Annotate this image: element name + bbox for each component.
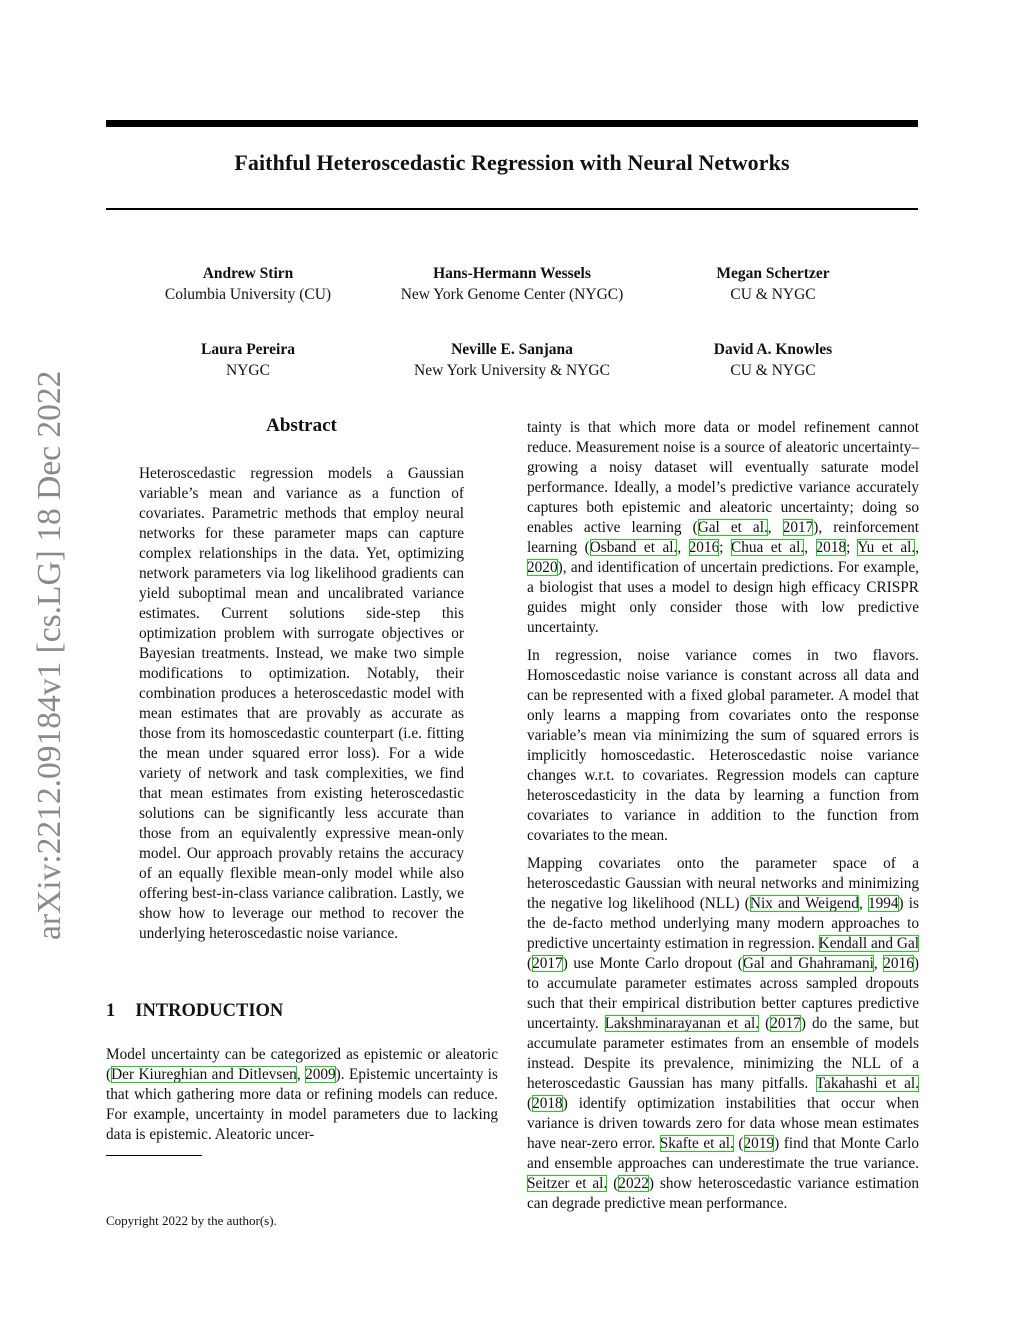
intro-left-column — [106, 1045, 498, 1145]
abstract-heading: Abstract — [266, 415, 337, 436]
citation-link[interactable]: Takahashi et al. — [815, 1075, 919, 1092]
citation-link[interactable]: 2009 — [305, 1066, 336, 1083]
abstract-paragraph: Heteroscedastic regression models a Gaussian variable’s mean and variance as a function of covariates. Parametric methods that employ neural networks for these parameter maps can capture complex relationships in the data. Yet, optimizing network parameters via log likelihood gradients can yield suboptimal mean and uncalibrated variance estimates. Current solutions side-step this optimization problem with surrogate objectives or Bayesian treatments. Instead, we make two simple modifications to optimization. Notably, their combination produces a heteroscedastic model with mean estimates that are provably as accurate as those from its homoscedastic counterpart (i.e. fitting the mean under squared error loss). For a wide variety of network and task complexities, we find that mean estimates from existing heteroscedastic solutions can be significantly less accurate than those from an equivalently expressive mean-only model. Our approach provably retains the accuracy of an equally flexible mean-only model while also offering best-in-class variance calibration. Lastly, we show how to leverage our method to recover the underlying heteroscedastic noise variance. — [139, 465, 464, 942]
citation-link[interactable]: Gal et al. — [697, 519, 768, 536]
author-block — [98, 263, 398, 305]
citation-link[interactable]: Chua et al. — [731, 539, 805, 556]
citation-link[interactable]: Yu et al. — [857, 539, 916, 556]
arxiv-stamp: arXiv:2212.09184v1 [cs.LG] 18 Dec 2022 — [31, 370, 68, 940]
citation-link[interactable]: Kendall and Gal — [818, 935, 919, 952]
author-affiliation: New York University & NYGC — [414, 362, 610, 379]
citation-link[interactable]: Skafte et al. — [659, 1135, 734, 1152]
citation-link[interactable]: 2020 — [527, 559, 558, 576]
author-name: Hans-Hermann Wessels — [433, 265, 591, 282]
title-top-rule — [106, 120, 918, 127]
citation-link[interactable]: 2016 — [883, 955, 914, 972]
citation-link[interactable]: 2022 — [618, 1175, 649, 1192]
right-column — [527, 418, 919, 1214]
citation-link[interactable]: 2016 — [688, 539, 720, 556]
author-block — [98, 339, 398, 381]
citation-link[interactable]: 2017 — [532, 955, 563, 972]
citation-link[interactable]: Lakshminarayanan et al. — [604, 1015, 760, 1032]
title-bottom-rule — [106, 208, 918, 210]
section-heading — [106, 1001, 283, 1022]
author-name: Laura Pereira — [201, 341, 295, 358]
citation-link[interactable]: 2017 — [782, 519, 814, 536]
author-name: Megan Schertzer — [716, 265, 830, 282]
paper-title: Faithful Heteroscedastic Regression with Neural Networks — [234, 150, 790, 175]
citation-link[interactable]: Seitzer et al. — [527, 1175, 608, 1192]
author-affiliation: NYGC — [226, 362, 270, 379]
author-affiliation: CU & NYGC — [730, 362, 816, 379]
author-name: Neville E. Sanjana — [451, 341, 573, 358]
author-block — [623, 339, 923, 381]
footnote-rule — [106, 1155, 202, 1156]
citation-link[interactable]: Gal and Ghahramani — [742, 955, 874, 972]
citation-link[interactable]: 2018 — [815, 539, 847, 556]
section-number: 1 — [106, 1001, 116, 1021]
citation-link[interactable]: Osband et al. — [589, 539, 678, 556]
copyright-footnote: Copyright 2022 by the author(s). — [106, 1213, 277, 1228]
author-block — [362, 263, 662, 305]
author-name: Andrew Stirn — [202, 265, 294, 282]
author-name: David A. Knowles — [713, 341, 833, 358]
citation-link[interactable]: Der Kiureghian and Ditlevsen — [111, 1066, 297, 1083]
intro-paragraph: Mapping covariates onto the parameter space of a heteroscedastic Gaussian with neural networks and minimizing the negative log likelihood (NLL) (Nix and Weigend, 1994) is the de-facto method underlying many modern approaches to predictive uncertainty estimation in regression. Kendall and Gal (2017) use Monte Carlo dropout (Gal and Ghahramani, 2016) to accumulate parameter estimates across sampled dropouts such that their empirical distribution better captures predictive uncertainty. Lakshminarayanan et al. (2017) do the same, but accumulate parameter estimates from an ensemble of models instead. Despite its prevalence, minimizing the NLL of a heteroscedastic Gaussian has many pitfalls. Takahashi et al. (2018) identify optimization instabilities that occur when variance is driven towards zero for data whose mean estimates have near-zero error. Skafte et al. (2019) find that Monte Carlo and ensemble approaches can underestimate the true variance. Seitzer et al. (2022) show heteroscedastic variance estimation can degrade predictive mean performance. — [527, 855, 919, 1212]
citation-link[interactable]: 1994 — [867, 895, 899, 912]
author-affiliation: Columbia University (CU) — [164, 286, 332, 303]
author-block — [362, 339, 662, 381]
intro-paragraph: Model uncertainty can be categorized as epistemic or aleatoric (Der Kiureghian and Ditlevsen, 2009). Epistemic uncertainty is that which gathering more data or refining models can reduce. For example, uncertainty in model parameters due to lacking data is epistemic. Aleatoric uncer- — [106, 1046, 498, 1143]
citation-link[interactable]: 2018 — [532, 1095, 563, 1112]
author-affiliation: New York Genome Center (NYGC) — [400, 286, 624, 303]
section-title: INTRODUCTION — [135, 1001, 284, 1021]
citation-link[interactable]: 2019 — [743, 1135, 775, 1152]
intro-paragraph: tainty is that which more data or model refinement cannot reduce. Measurement noise is a source of aleatoric uncertainty–growing a noisy dataset will eventually saturate model performance. Ideally, a model’s predictive variance accurately captures both epistemic and aleatoric uncertainty; doing so enables active learning (Gal et al., 2017), reinforcement learning (Osband et al., 2016; Chua et al., 2018; Yu et al., 2020), and identification of uncertain predictions. For example, a biologist that uses a model to design high efficacy CRISPR guides might only consider those with low predictive uncertainty. — [527, 419, 920, 636]
author-block — [623, 263, 923, 305]
author-affiliation: CU & NYGC — [730, 286, 816, 303]
abstract-text — [139, 464, 464, 944]
intro-paragraph: In regression, noise variance comes in two flavors. Homoscedastic noise variance is constant across all data and can be represented with a fixed global parameter. A model that only learns a mapping from covariates onto the response variable’s mean via minimizing the sum of squared errors is implicitly homoscedastic. Heteroscedastic noise variance changes w.r.t. to covariates. Regression models can capture heteroscedasticity in the data by learning a function from covariates to variance in addition to the function from covariates to the mean. — [527, 647, 919, 844]
citation-link[interactable]: Nix and Weigend — [749, 895, 859, 912]
citation-link[interactable]: 2017 — [770, 1015, 801, 1032]
